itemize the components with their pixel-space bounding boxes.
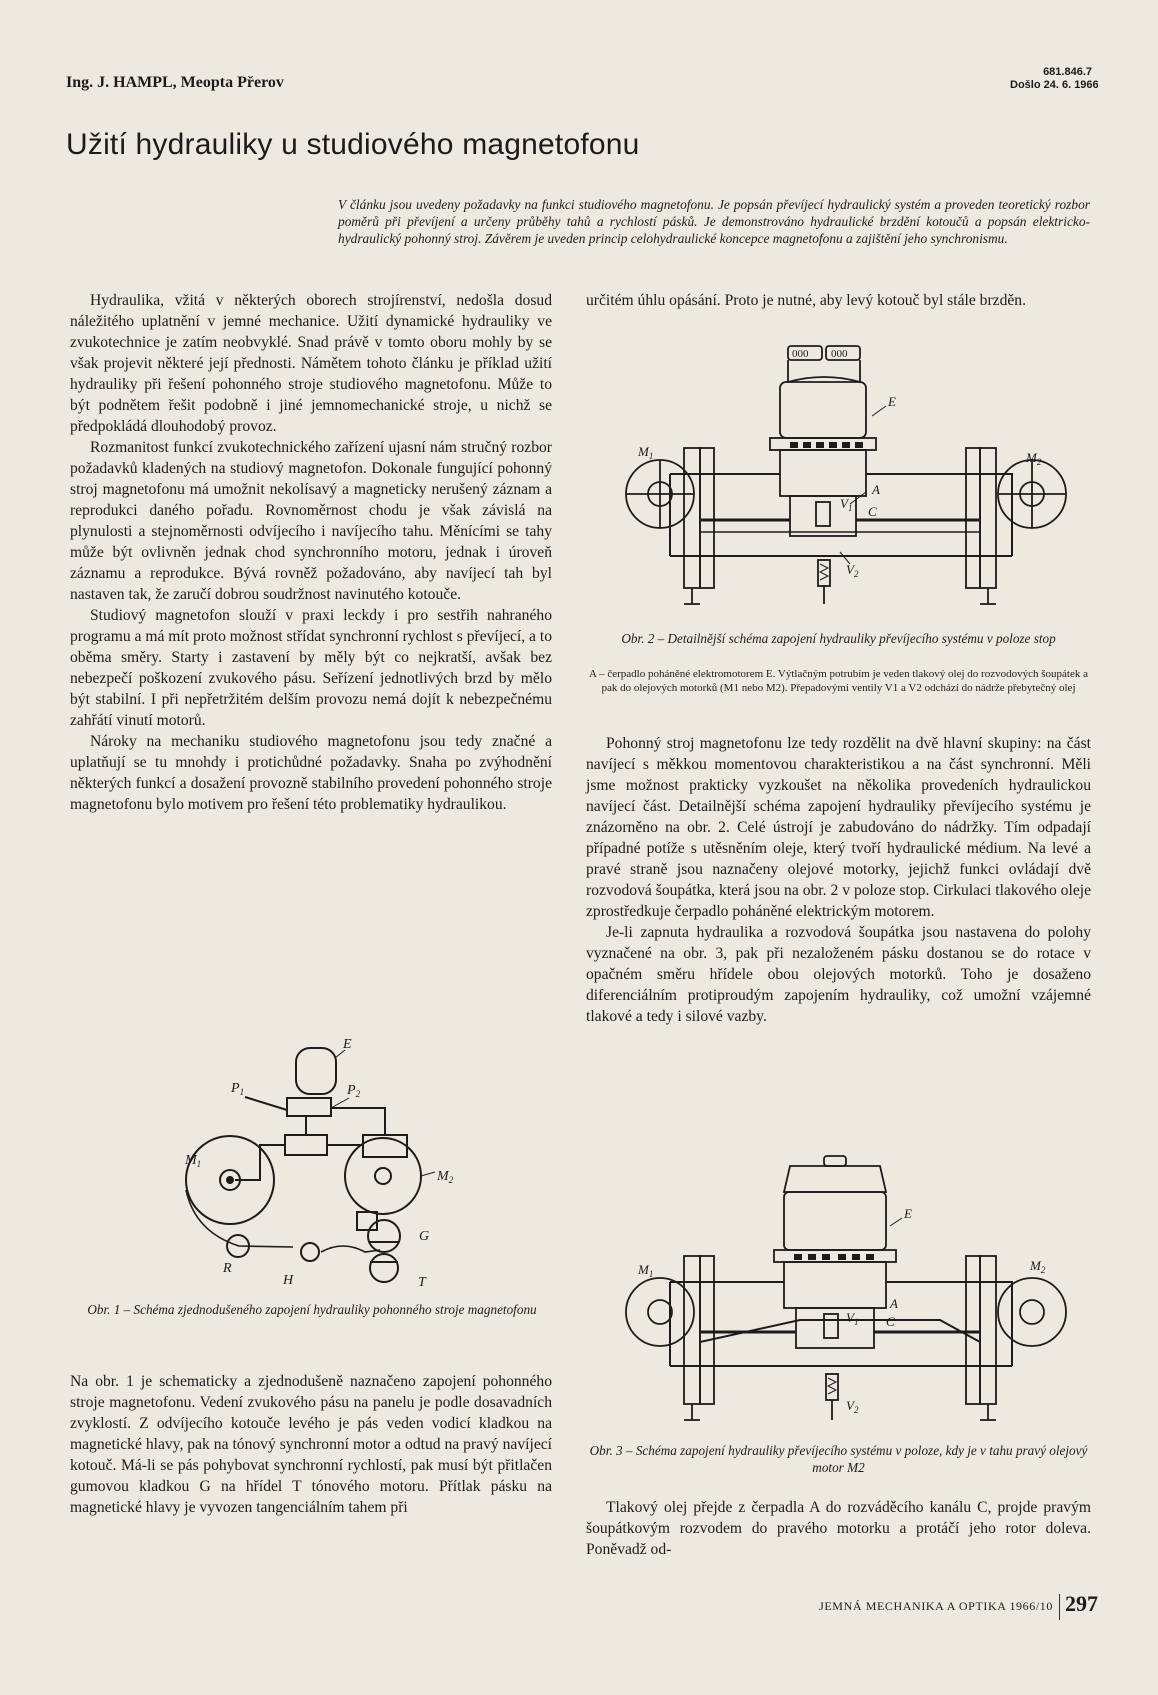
motor-base-shape	[774, 1250, 896, 1262]
label-H: H	[283, 1273, 294, 1288]
label-E: E	[343, 1037, 352, 1052]
left-column-text-continued	[70, 1371, 552, 1518]
abstract: V článku jsou uvedeny požadavky na funkci studiového magnetofonu. Je popsán převíjecí hydraulický systém a proveden teoretický rozbor poměrů při převíjení a určeny průběhy tahů a rychlostí pásků. Je demonstrováno hydraulické brzdění kotoučů a popsán elektricko-hydraulický pohonný stroj. Závěrem je uveden princip celohydraulické koncepce magnetofonu a zajištění jeho synchronismu.	[338, 197, 1090, 246]
paragraph: určitém úhlu opásání. Proto je nutné, aby levý kotouč byl stále brzděn.	[586, 292, 1026, 309]
valve-V1-shape	[824, 1314, 838, 1338]
right-spool-shape	[980, 1256, 996, 1404]
paragraph: Tlakový olej přejde z čerpadla A do rozváděcího kanálu C, projde pravým šoupátkovým rozvodem do pravého motorku a protáčí jeho rotor doleva. Poněvadž od-	[586, 1499, 1091, 1558]
motor-cap-shape	[824, 1156, 846, 1166]
gauge-left-digits: 000	[792, 348, 809, 360]
label-M2: $M_2$	[1030, 1258, 1046, 1275]
label-R: R	[223, 1261, 232, 1276]
right-column-text-middle	[586, 733, 1091, 1027]
right-spool-shape	[980, 448, 996, 588]
left-spool-shape	[684, 1256, 700, 1404]
paragraph: Nároky na mechaniku studiového magnetofonu jsou tedy značné a uplatňují se tu mnohdy i protichůdné požadavky. Snaha po zvýhodnění některých funkcí a dosažení provozně stabilního provedení pohonného stroje magnetofonu bylo motivem pro řešení této problematiky hydraulikou.	[70, 733, 552, 813]
valve-V1-shape	[816, 502, 830, 526]
paragraph: Pohonný stroj magnetofonu lze tedy rozdělit na dvě hlavní skupiny: na část navíjecí s měkkou momentovou charakteristikou a na část synchronní. Měli jsme možnost prakticky vyzkoušet na několika provedeních hydraulickou navíjecí část. Detailnější schéma zapojení hydrauliky převíjecího systému je znázorněno na obr. 2. Celé ústrojí je zabudováno do nádržky. Tím odpadají případné potíže s utěsněním oleje, který tvoří hydraulické médium. Na levé a pravé straně jsou naznačeny olejové motorky, jejichž funkci ovládají dvě rozvodová šoupátka, která jsou na obr. 2 v poloze stop. Cirkulaci tlakového oleje zprostředkuje čerpadlo poháněné elektrickým motorem.	[586, 735, 1091, 920]
figure-2-caption: Obr. 2 – Detailnější schéma zapojení hydrauliky převíjecího systému v poloze stop	[621, 631, 1056, 646]
footer-divider	[1059, 1594, 1060, 1620]
label-M1: $M_1$	[185, 1153, 202, 1169]
label-E: E	[904, 1206, 912, 1221]
label-M1: $M_1$	[638, 444, 654, 461]
label-V1: $V_1$	[846, 1310, 859, 1327]
author-line: Ing. J. HAMPL, Meopta Přerov	[66, 74, 284, 91]
label-V2: $V_2$	[846, 562, 859, 579]
electric-motor-shape	[780, 382, 866, 438]
pump-block-shape	[784, 1262, 886, 1308]
figure-3-diagram	[640, 1152, 1060, 1438]
paragraph: Rozmanitost funkcí zvukotechnického zařízení ujasní nám stručný rozbor požadavků kladených na studiový magnetofon. Dokonale fungující pohonný stroj magnetofonu má umožnit nekolísavý a magneticky nerušený záznam a reprodukci daného pořadu. Rovnoměrnost chodu je však závislá na plynulosti a stejnoměrnosti odvíjecího i navíjecího tahu. Měnícími se tahy může být ovlivněn jednak chod synchronního motoru, jednak i úroveň záznamu a reprodukce. Bývá rovněž požadováno, aby navíjecí tah byl nastaven tak, že zaručí dobrou soudržnost navinutého kotouče.	[70, 439, 552, 603]
udc-code: 681.846.7	[1043, 66, 1092, 78]
label-P1: $P_1$	[231, 1081, 245, 1097]
valve-V2-shape	[826, 1374, 838, 1400]
label-G: G	[419, 1229, 430, 1244]
right-oil-motor-shape	[998, 1278, 1066, 1346]
label-M1: $M_1$	[638, 1262, 654, 1279]
label-V1: $V_1$	[840, 496, 853, 513]
paragraph: Studiový magnetofon slouží v praxi leckdy i pro sestřih nahraného programu a má mít proto možnost střídat synchronní rychlost s převíjecí, a to oběma směry. Starty i zastavení by měly být co nejkratší, avšak bez nebezpečí poškození zvukového pásu. Seřízení jednotlivých brzd by mělo být stabilní. I při nepřetržitém delším provozu nemá dojít k nebezpečnému zahřátí vinutí motorů.	[70, 607, 553, 729]
label-C: C	[868, 504, 877, 519]
label-M2: $M_2$	[437, 1169, 454, 1185]
right-column-text-bottom	[586, 1497, 1091, 1560]
figure-2-diagram	[640, 342, 1060, 622]
left-spool-shape	[684, 448, 700, 588]
page-footer	[0, 1591, 1158, 1621]
head-shape	[301, 1243, 319, 1261]
paragraph: Je-li zapnuta hydraulika a rozvodová šoupátka jsou nastavena do polohy vyznačené na obr. 3, pak při nezaloženém pásku dostanou se do rotace v opačném směru hřídele obou olejových motorků. Toho je dosaženo diferenciálním protiproudým zapojením hydrauliky, což umožní vzájemné tlakové a tedy i silové vazby.	[586, 924, 1091, 1025]
right-reel-shape	[345, 1138, 421, 1214]
right-column-text	[586, 290, 1091, 311]
figure-1-caption: Obr. 1 – Schéma zjednodušeného zapojení hydrauliky pohonného stroje magnetofonu	[87, 1302, 537, 1317]
label-A: A	[872, 482, 880, 497]
label-M2: $M_2$	[1026, 450, 1042, 467]
figure-2-legend: A – čerpadlo poháněné elektromotorem E. Výtlačným potrubím je veden tlakový olej do rozvodových šoupátek a pak do olejových motorků (M1 nebo M2). Přepadovými ventily V1 a V2 odchází do nádrže přebytečný olej	[589, 668, 1088, 694]
gauge-right-digits: 000	[831, 348, 848, 360]
label-V2: $V_2$	[846, 1398, 859, 1415]
figure-1-diagram	[175, 1037, 475, 1292]
article-meta	[1010, 66, 1099, 92]
received-date: Došlo 24. 6. 1966	[1010, 79, 1099, 91]
paragraph: Hydraulika, vžitá v některých oborech strojírenství, nedošla dosud náležitého uplatnění v jemné mechanice. Užití dynamické hydrauliky ve zvukotechnice je zatím neobvyklé. Snad právě v tomto oboru mohly by se však projevit některé její přednosti. Námětem tohoto článku je příklad užití hydrauliky při řešení pohonného stroje studiového magnetofonu. Může to být podnětem řešit podobně i jiné jemnomechanické stroje, u nichž se předpokládá dlouhodobý provoz.	[70, 292, 552, 435]
label-E: E	[888, 394, 896, 409]
label-P2: $P_2$	[347, 1083, 361, 1099]
electric-motor-shape	[784, 1192, 886, 1250]
tank-outline-shape	[670, 1282, 1012, 1366]
valve-block-shape	[285, 1135, 327, 1155]
left-column-text	[70, 290, 552, 815]
valve-V2-shape	[818, 560, 830, 586]
motor-top-shape	[784, 1166, 886, 1192]
pinch-roller-shape	[370, 1254, 398, 1282]
figure-3-caption: Obr. 3 – Schéma zapojení hydrauliky převíjecího systému v poloze, kdy je v tahu pravý olejový motor M2	[589, 1443, 1088, 1475]
capstan-shape	[368, 1220, 400, 1252]
paragraph: Na obr. 1 je schematicky a zjednodušeně naznačeno zapojení pohonného stroje magnetofonu. Vedení zvukového pásu na panelu je podle dosavadních zvyklostí. Z odvíjecího kotouče levého je pás veden vodicí kladkou na magnetické hlavy, pak na tónový synchronní motor a odtud na pravý navíjecí kotouč. Má-li se pás pohybovat synchronní rychlostí, pak musí být přitlačen gumovou kladkou G na hřídel T tónového motoru. Přítlak pásku na magnetické hlavy je vyvozen tangenciálním tahem při	[70, 1373, 552, 1516]
page-number: 297	[1065, 1591, 1098, 1616]
pump-shape	[287, 1098, 331, 1116]
label-A: A	[890, 1296, 898, 1311]
article-title: Užití hydrauliky u studiového magnetofonu	[66, 128, 640, 161]
label-T: T	[418, 1275, 426, 1290]
label-C: C	[886, 1314, 895, 1329]
tank-outline-shape	[670, 474, 1012, 556]
pump-block-shape	[780, 450, 866, 496]
electric-motor-shape	[296, 1048, 336, 1094]
journal-name: JEMNÁ MECHANIKA A OPTIKA 1966/10	[819, 1599, 1053, 1613]
capstan-motor-shape	[357, 1212, 377, 1230]
